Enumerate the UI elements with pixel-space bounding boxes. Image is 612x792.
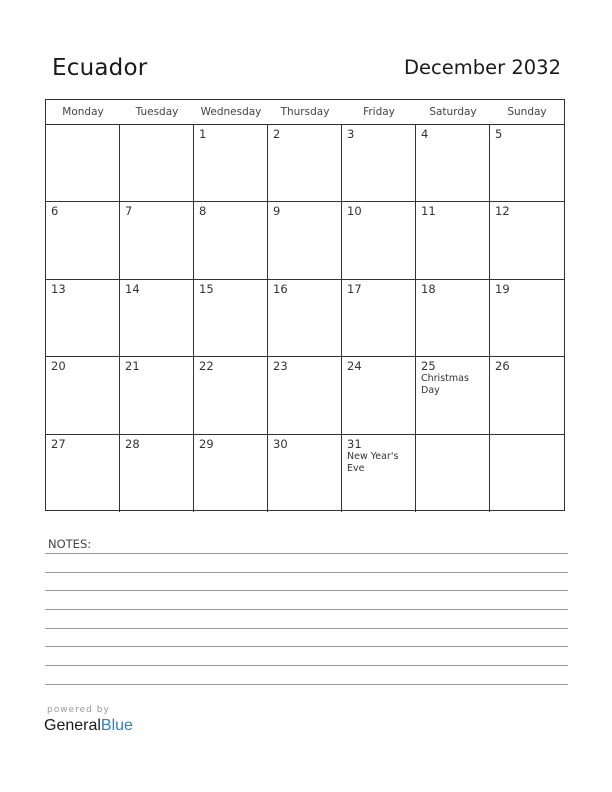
day-cell <box>342 435 416 512</box>
day-number: 31 <box>347 436 362 451</box>
day-number: 28 <box>125 436 140 451</box>
day-cell <box>120 125 194 201</box>
day-number: 22 <box>199 359 214 374</box>
day-cell <box>120 202 194 278</box>
week-row <box>46 357 564 434</box>
day-number: 5 <box>495 127 503 141</box>
week-row <box>46 280 564 357</box>
brand-general: General <box>44 717 101 734</box>
weekday-friday: Friday <box>363 106 395 118</box>
day-cell <box>416 125 490 201</box>
notes-line <box>45 590 568 591</box>
day-cell <box>490 280 564 356</box>
notes-line <box>45 609 568 610</box>
day-number: 1 <box>199 127 207 141</box>
day-number: 17 <box>347 281 362 296</box>
calendar-grid <box>45 99 565 511</box>
day-cell <box>268 280 342 356</box>
month-year-title: December 2032 <box>404 56 561 79</box>
day-number: 4 <box>421 127 429 141</box>
day-number: 30 <box>273 436 288 451</box>
weekday-monday: Monday <box>62 106 104 118</box>
day-number: 12 <box>495 204 510 219</box>
day-number: 23 <box>273 359 288 374</box>
day-number: 10 <box>347 204 362 219</box>
day-cell <box>342 202 416 278</box>
day-cell <box>120 435 194 512</box>
day-number: 6 <box>51 204 59 219</box>
day-cell <box>194 280 268 356</box>
day-cell <box>490 125 564 201</box>
day-number: 2 <box>273 127 281 141</box>
day-number: 19 <box>495 281 510 296</box>
day-number: 20 <box>51 359 66 374</box>
day-cell <box>46 280 120 356</box>
day-number: 11 <box>421 204 436 219</box>
day-number: 16 <box>273 281 288 296</box>
day-cell <box>120 280 194 356</box>
week-row <box>46 435 564 512</box>
day-number: 13 <box>51 281 66 296</box>
holiday-label: New Year's Eve <box>347 450 399 474</box>
day-cell <box>46 357 120 433</box>
day-cell <box>416 280 490 356</box>
day-cell <box>46 435 120 512</box>
day-cell <box>268 435 342 512</box>
weekday-thursday: Thursday <box>280 106 330 118</box>
day-cell <box>194 202 268 278</box>
day-number: 7 <box>125 204 133 219</box>
weekday-header <box>46 100 564 125</box>
week-row <box>46 125 564 202</box>
day-cell <box>120 357 194 433</box>
day-cell <box>490 202 564 278</box>
day-cell <box>46 125 120 201</box>
day-number: 25 <box>421 359 436 374</box>
week-row <box>46 202 564 279</box>
weekday-saturday: Saturday <box>429 106 477 118</box>
day-cell <box>416 435 490 512</box>
weekday-sunday: Sunday <box>507 106 547 118</box>
day-number: 29 <box>199 436 214 451</box>
holiday-label: Christmas Day <box>421 373 469 397</box>
notes-line <box>45 684 568 685</box>
day-number: 3 <box>347 127 355 141</box>
weekday-tuesday: Tuesday <box>135 106 179 118</box>
day-number: 14 <box>125 281 140 296</box>
day-cell <box>194 357 268 433</box>
day-cell <box>268 202 342 278</box>
day-cell <box>490 435 564 512</box>
weeks-container <box>46 125 564 512</box>
day-number: 15 <box>199 281 214 296</box>
powered-by-text: powered by <box>47 705 110 715</box>
day-cell <box>194 125 268 201</box>
weekday-wednesday: Wednesday <box>200 106 262 118</box>
day-cell <box>342 280 416 356</box>
day-number: 26 <box>495 359 510 374</box>
day-number: 24 <box>347 359 362 374</box>
day-cell <box>342 125 416 201</box>
day-cell <box>416 202 490 278</box>
day-number: 27 <box>51 436 66 451</box>
brand-blue: Blue <box>100 717 133 734</box>
notes-label: NOTES: <box>48 537 92 551</box>
day-number: 21 <box>125 359 140 374</box>
day-cell <box>416 357 490 433</box>
day-number: 9 <box>273 204 281 219</box>
notes-line <box>45 553 568 554</box>
notes-line <box>45 665 568 666</box>
day-cell <box>268 125 342 201</box>
notes-line <box>45 572 568 573</box>
brand-logo <box>44 717 133 735</box>
day-number: 8 <box>199 204 207 219</box>
day-cell <box>490 357 564 433</box>
day-cell <box>342 357 416 433</box>
notes-line <box>45 628 568 629</box>
notes-line <box>45 646 568 647</box>
day-number: 18 <box>421 281 436 296</box>
day-cell <box>46 202 120 278</box>
day-cell <box>268 357 342 433</box>
day-cell <box>194 435 268 512</box>
country-title: Ecuador <box>52 55 148 81</box>
